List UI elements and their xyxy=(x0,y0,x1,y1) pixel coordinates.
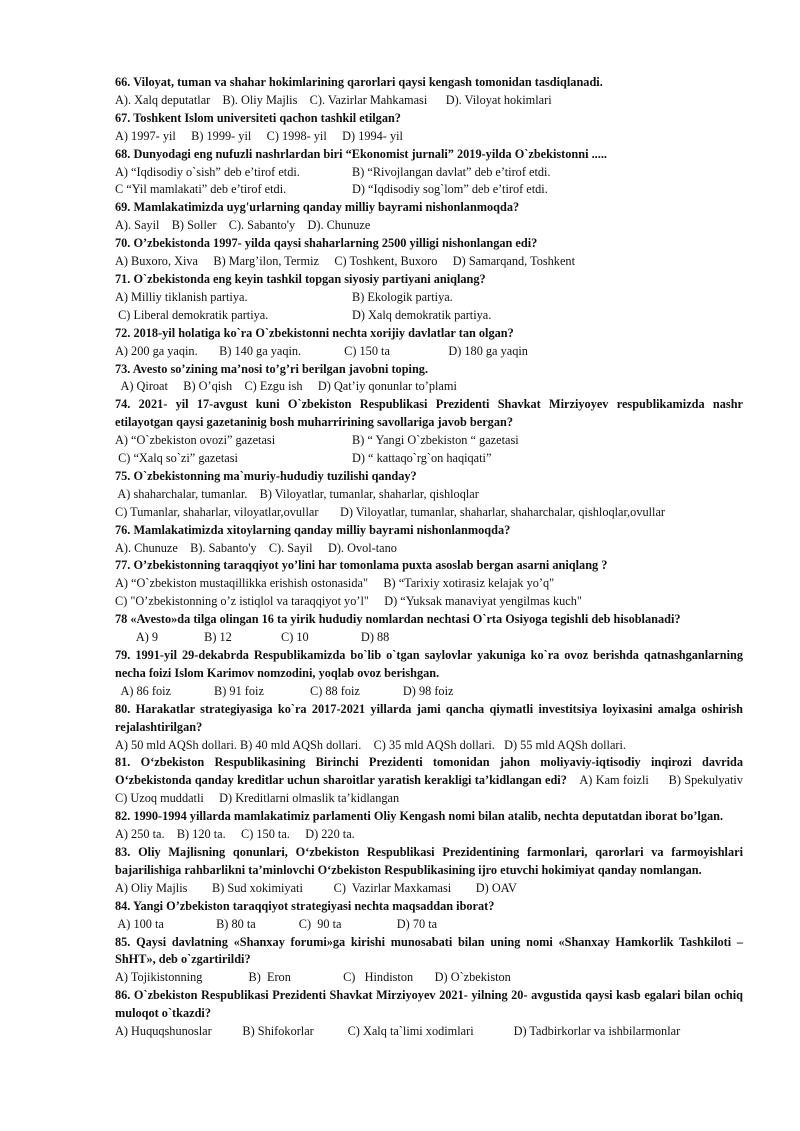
answer-option: A). Xalq deputatlar B). Oliy Majlis C). Vazirlar Mahkamasi D). Viloyat hokimlari xyxy=(115,92,552,107)
answer-row xyxy=(115,629,743,647)
question-block xyxy=(115,844,743,898)
answer-row xyxy=(115,217,743,235)
answer-option: A) Qiroat B) O’qish C) Ezgu ish D) Qat’iy qonunlar to’plami xyxy=(115,379,457,394)
question-block xyxy=(115,934,743,988)
answer-option: C “Yil mamlakati” deb e’tirof etdi. xyxy=(115,182,287,197)
answer-option: A) 100 ta B) 80 ta C) 90 ta D) 70 ta xyxy=(115,916,438,931)
answer-option: B) Ekologik partiya. xyxy=(352,289,453,304)
answer-row xyxy=(115,737,743,755)
answer-option: A) “Iqdisodiy o`sish” deb e’tirof etdi. xyxy=(115,164,300,179)
question-block xyxy=(115,808,743,844)
answer-row xyxy=(115,181,743,199)
answer-option: D) “Iqdisodiy sog`lom” deb e’tirof etdi. xyxy=(352,182,548,197)
answer-row xyxy=(115,575,743,593)
question-block xyxy=(115,701,743,755)
answer-row xyxy=(115,343,743,361)
question-block xyxy=(115,146,743,200)
answer-option: C) Tumanlar, shaharlar, viloyatlar,ovullar D) Viloyatlar, tumanlar, shaharlar, shaharchalar, qishloqlar,ovullar xyxy=(115,504,666,519)
answer-row xyxy=(115,683,743,701)
answer-option: A) shaharchalar, tumanlar. B) Viloyatlar, tumanlar, shaharlar, qishloqlar xyxy=(115,486,479,501)
answer-row xyxy=(115,826,743,844)
question-text: 72. 2018-yil holatiga ko`ra O`zbekistonni nechta xorijiy davlatlar tan olgan? xyxy=(115,325,514,340)
question-block xyxy=(115,647,743,701)
answer-option: A) 1997- yil B) 1999- yil C) 1998- yil D) 1994- yil xyxy=(115,128,403,143)
answer-row xyxy=(115,504,743,522)
question-block xyxy=(115,110,743,146)
answer-row xyxy=(115,540,743,558)
question-text: 67. Toshkent Islom universiteti qachon tashkil etilgan? xyxy=(115,110,401,125)
answer-row xyxy=(115,916,743,934)
answer-option: B) “Rivojlangan davlat” deb e’tirof etdi. xyxy=(352,164,551,179)
answer-row xyxy=(115,378,743,396)
answer-option: C) "O’zbekistonning o’z istiqlol va taraqqiyot yo’l" D) “Yuksak manaviyat yengilmas kuch" xyxy=(115,594,582,609)
answer-option: A) Buxoro, Xiva B) Marg’ilon, Termiz C) Toshkent, Buxoro D) Samarqand, Toshkent xyxy=(115,254,575,269)
question-text: 70. O’zbekistonda 1997- yilda qaysi shaharlarning 2500 yilligi nishonlangan edi? xyxy=(115,236,538,251)
question-text: 81. O‘zbekiston Respublikasining Birinchi Prezidenti tomonidan jahon moliyaviy-iqtisodiy inqirozi davrida O‘zbekistonda qanday kreditlar uchun sharoitlar yaratish kerakligi ta’kidlangan edi? xyxy=(115,755,743,788)
question-block xyxy=(115,468,743,522)
question-block xyxy=(115,396,743,468)
answer-row xyxy=(115,969,743,987)
question-text: 76. Mamlakatimizda xitoylarning qanday milliy bayrami nishonlanmoqda? xyxy=(115,522,511,537)
answer-option: A) Tojikistonning B) Eron C) Hindiston D) O`zbekiston xyxy=(115,970,511,985)
question-block xyxy=(115,557,743,611)
answer-row xyxy=(115,593,743,611)
answer-option: A) 250 ta. B) 120 ta. C) 150 ta. D) 220 ta. xyxy=(115,827,355,842)
answer-option: B) “ Yangi O`zbekiston “ gazetasi xyxy=(352,433,519,448)
answer-option: A) “O`zbekiston ovozi” gazetasi xyxy=(115,433,276,448)
answer-row xyxy=(115,164,743,182)
question-block xyxy=(115,522,743,558)
question-block xyxy=(115,325,743,361)
question-text: 73. Avesto so’zining ma’nosi to’g’ri berilgan javobni toping. xyxy=(115,361,429,376)
question-text: 77. O’zbekistonning taraqqiyot yo’lini har tomonlama puxta asoslab bergan asarni aniqlang ? xyxy=(115,558,608,573)
answer-option: C) Liberal demokratik partiya. xyxy=(115,307,269,322)
answer-row xyxy=(115,432,743,450)
answer-option: A). Sayil B) Soller C). Sabantо'y D). Chunuze xyxy=(115,218,371,233)
question-text: 79. 1991-yil 29-dekabrda Respublikamizda bo`lib o`tgan saylovlar yakuniga ko`ra ovoz berishda qatnashganlarning necha foizi Islom Karimov nomzodini, yoqlab ovoz berishgan. xyxy=(115,648,743,680)
answer-row xyxy=(115,450,743,468)
answer-row xyxy=(115,307,743,325)
answer-option: D) Xalq demokratik partiya. xyxy=(352,307,492,322)
question-text: 86. O`zbekiston Respublikasi Prezidenti Shavkat Mirziyoyev 2021- yilning 20- avgustida qaysi kasb egalari bilan ochiq muloqot o`tkazdi? xyxy=(115,988,743,1021)
answer-option: A) Oliy Majlis B) Sud xokimiyati C) Vazirlar Maxkamasi D) OAV xyxy=(115,880,517,895)
question-text: 75. O`zbekistonning ma`muriy-hududiy tuzilishi qanday? xyxy=(115,468,417,483)
question-text: 66. Viloyat, tuman va shahar hokimlarining qarorlari qaysi kengash tomonidan tasdiqlanadi. xyxy=(115,75,603,89)
answer-option: A) 9 B) 12 C) 10 D) 88 xyxy=(115,630,390,645)
question-block xyxy=(115,611,743,647)
answer-option: A) 86 foiz B) 91 foiz C) 88 foiz D) 98 foiz xyxy=(115,683,454,698)
answer-row xyxy=(115,486,743,504)
question-text: 74. 2021- yil 17-avgust kuni O`zbekiston Respublikasi Prezidenti Shavkat Mirziyoyev respublikamizda nashr etilayotgan qaysi gazetaninig bosh muharririning savollariga javob bergan? xyxy=(115,397,743,430)
answer-option: D) “ kattaqo`rg`on haqiqati” xyxy=(352,451,492,466)
answer-option: A) Huquqshunoslar B) Shifokorlar C) Xalq ta`limi xodimlari D) Tadbirkorlar va ishbilarmonlar xyxy=(115,1024,681,1039)
question-text: 84. Yangi O’zbekiston taraqqiyot strategiyasi nechta maqsaddan iborat? xyxy=(115,898,495,913)
answer-row xyxy=(115,289,743,307)
question-text: 82. 1990-1994 yillarda mamlakatimiz parlamenti Oliy Kengash nomi bilan atalib, nechta deputatdan iborat bo’lgan. xyxy=(115,809,724,824)
answer-option: C) “Xalq so`zi” gazetasi xyxy=(115,451,238,466)
question-text: 69. Mamlakatimizda uyg'urlarning qanday milliy bayrami nishonlanmoqda? xyxy=(115,200,520,215)
question-text: 83. Oliy Majlisning qonunlari, O‘zbekiston Respublikasi Prezidentining farmonlari, qarorlari va farmoyishlari bajarilishiga rahbarlikni ta’minlovchi O‘zbekiston Respublikasining ijro etuvchi hokimiyat qanday nomlangan. xyxy=(115,844,743,877)
answer-row xyxy=(115,1023,743,1041)
question-block xyxy=(115,235,743,271)
question-text: 71. O`zbekistonda eng keyin tashkil topgan siyosiy partiyani aniqlang? xyxy=(115,271,486,286)
answer-option: A) “O`zbekiston mustaqillikka erishish ostonasida" B) “Tarixiy xotirasiz kelajak yo’q" xyxy=(115,576,555,591)
question-block xyxy=(115,987,743,1041)
question-block xyxy=(115,754,756,808)
answer-option: A) 50 mld AQSh dollari. B) 40 mld AQSh dollari. C) 35 mld AQSh dollari. D) 55 mld AQSh dollari. xyxy=(115,737,627,752)
question-block xyxy=(115,199,743,235)
quiz-page xyxy=(115,74,756,1041)
answer-row xyxy=(115,253,743,271)
question-with-answers xyxy=(115,754,756,808)
question-text: 78 «Avesto»da tilga olingan 16 ta yirik hududiy nomlardan nechtasi O`rta Osiyoga tegishli deb hisoblanadi? xyxy=(115,612,681,627)
answer-row xyxy=(115,128,743,146)
answer-options: A) Kam foizli B) Spekulyativ C) Uzoq muddatli D) Kreditlarni olmaslik ta’kidlangan xyxy=(115,773,756,806)
answer-option: A) 200 ga yaqin. B) 140 ga yaqin. C) 150 ta D) 180 ga yaqin xyxy=(115,343,528,358)
answer-option: A) Milliy tiklanish partiya. xyxy=(115,289,248,304)
answer-option: A). Chunuze B). Sabantо'y C). Sayil D). Ovol-tano xyxy=(115,540,397,555)
question-text: 85. Qaysi davlatning «Shanxay forumi»ga kirishi munosabati bilan uning nomi «Shanxay Hamkorlik Tashkiloti – ShHT», deb o`zgartirildi? xyxy=(115,934,743,967)
question-block xyxy=(115,74,743,110)
answer-row xyxy=(115,92,743,110)
question-text: 68. Dunyodagi eng nufuzli nashrlardan biri “Ekonomist jurnali” 2019-yilda O`zbekistonni ..... xyxy=(115,146,607,161)
answer-row xyxy=(115,880,743,898)
question-block xyxy=(115,361,743,397)
question-text: 80. Harakatlar strategiyasiga ko`ra 2017-2021 yillarda jami qancha qiymatli investitsiya loyixasini amalga oshirish rejalashtirilgan? xyxy=(115,701,743,734)
question-block xyxy=(115,898,743,934)
question-block xyxy=(115,271,743,325)
